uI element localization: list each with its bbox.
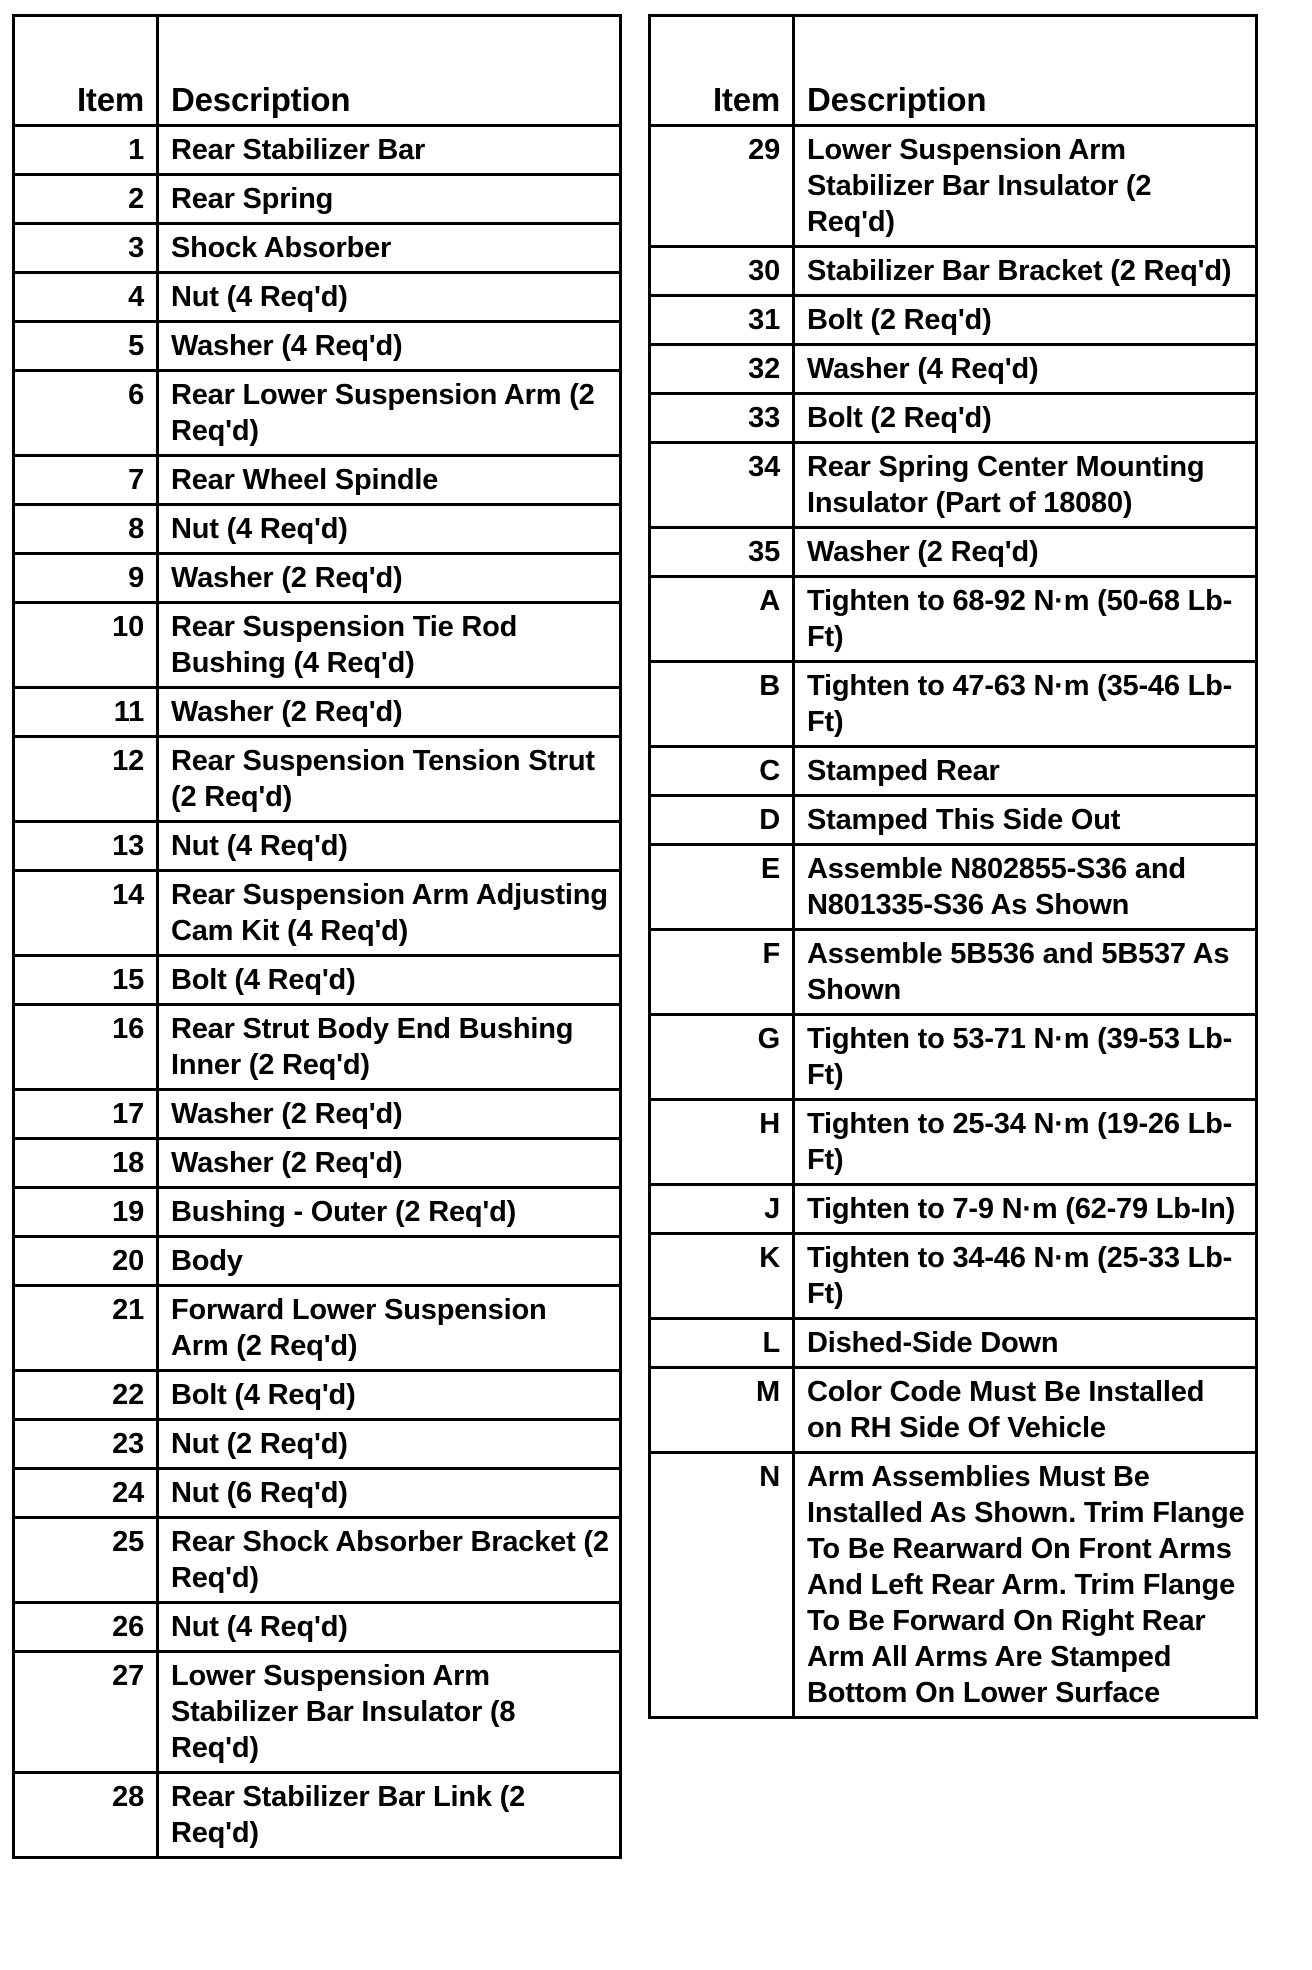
item-number: D (650, 796, 794, 845)
table-row (14, 1652, 621, 1773)
item-number: 32 (650, 345, 794, 394)
item-description: Rear Spring Center Mounting Insulator (Part of 18080) (794, 443, 1257, 528)
item-description: Washer (2 Req'd) (158, 1139, 621, 1188)
item-description: Washer (2 Req'd) (794, 528, 1257, 577)
item-description: Nut (4 Req'd) (158, 822, 621, 871)
item-number: E (650, 845, 794, 930)
header-row (650, 16, 1257, 126)
item-description: Nut (4 Req'd) (158, 273, 621, 322)
item-number: 16 (14, 1005, 158, 1090)
item-description: Nut (4 Req'd) (158, 505, 621, 554)
item-number: 5 (14, 322, 158, 371)
item-number: 8 (14, 505, 158, 554)
item-number: C (650, 747, 794, 796)
table-row (14, 1420, 621, 1469)
table-row (650, 296, 1257, 345)
item-description: Stamped Rear (794, 747, 1257, 796)
table-row (650, 1185, 1257, 1234)
item-description: Washer (2 Req'd) (158, 554, 621, 603)
item-description: Stamped This Side Out (794, 796, 1257, 845)
item-number: 31 (650, 296, 794, 345)
table-row (650, 126, 1257, 247)
table-row (650, 662, 1257, 747)
item-description: Dished-Side Down (794, 1319, 1257, 1368)
item-number: H (650, 1100, 794, 1185)
item-description: Color Code Must Be Installed on RH Side Of Vehicle (794, 1368, 1257, 1453)
item-number: 25 (14, 1518, 158, 1603)
table-row (650, 796, 1257, 845)
item-description: Washer (2 Req'd) (158, 688, 621, 737)
table-row (14, 1139, 621, 1188)
table-row (14, 871, 621, 956)
table-row (14, 603, 621, 688)
item-number: 24 (14, 1469, 158, 1518)
table-row (14, 505, 621, 554)
item-description: Assemble 5B536 and 5B537 As Shown (794, 930, 1257, 1015)
table-row (14, 1469, 621, 1518)
table-row (14, 1237, 621, 1286)
item-number: N (650, 1453, 794, 1718)
table-row (14, 1603, 621, 1652)
item-description: Nut (4 Req'd) (158, 1603, 621, 1652)
table-row (14, 371, 621, 456)
item-description: Stabilizer Bar Bracket (2 Req'd) (794, 247, 1257, 296)
item-number: 26 (14, 1603, 158, 1652)
item-number: 27 (14, 1652, 158, 1773)
item-description: Tighten to 47-63 N·m (35-46 Lb-Ft) (794, 662, 1257, 747)
table-row (650, 845, 1257, 930)
item-number: 2 (14, 175, 158, 224)
table-row (14, 1188, 621, 1237)
item-description: Bolt (4 Req'd) (158, 956, 621, 1005)
item-number: 9 (14, 554, 158, 603)
item-description: Rear Suspension Arm Adjusting Cam Kit (4 Req'd) (158, 871, 621, 956)
table-row (14, 1090, 621, 1139)
description-column-header: Description (794, 16, 1257, 126)
table-row (650, 1015, 1257, 1100)
item-number: 22 (14, 1371, 158, 1420)
item-number: 15 (14, 956, 158, 1005)
item-number: 18 (14, 1139, 158, 1188)
table-row (14, 1371, 621, 1420)
item-number: 30 (650, 247, 794, 296)
table-row (14, 175, 621, 224)
table-row (650, 930, 1257, 1015)
item-description: Tighten to 25-34 N·m (19-26 Lb-Ft) (794, 1100, 1257, 1185)
table-row (650, 1100, 1257, 1185)
table-row (650, 528, 1257, 577)
table-row (14, 554, 621, 603)
table-row (14, 688, 621, 737)
description-column-header: Description (158, 16, 621, 126)
item-description: Bolt (4 Req'd) (158, 1371, 621, 1420)
item-number: 19 (14, 1188, 158, 1237)
parts-table-right (648, 14, 1258, 1719)
item-description: Bolt (2 Req'd) (794, 394, 1257, 443)
item-description: Washer (2 Req'd) (158, 1090, 621, 1139)
table-row (14, 1286, 621, 1371)
item-description: Nut (6 Req'd) (158, 1469, 621, 1518)
item-number: L (650, 1319, 794, 1368)
table-row (650, 247, 1257, 296)
item-number: 11 (14, 688, 158, 737)
item-number: 21 (14, 1286, 158, 1371)
table-row (14, 273, 621, 322)
item-description: Bushing - Outer (2 Req'd) (158, 1188, 621, 1237)
item-description: Rear Lower Suspension Arm (2 Req'd) (158, 371, 621, 456)
item-number: M (650, 1368, 794, 1453)
item-number: 10 (14, 603, 158, 688)
item-number: 17 (14, 1090, 158, 1139)
table-row (14, 956, 621, 1005)
item-column-header: Item (14, 16, 158, 126)
item-number: F (650, 930, 794, 1015)
item-description: Bolt (2 Req'd) (794, 296, 1257, 345)
item-number: 4 (14, 273, 158, 322)
item-description: Washer (4 Req'd) (794, 345, 1257, 394)
parts-table-left (12, 14, 622, 1859)
table-row (650, 577, 1257, 662)
item-number: 34 (650, 443, 794, 528)
item-number: A (650, 577, 794, 662)
item-number: 33 (650, 394, 794, 443)
item-number: 7 (14, 456, 158, 505)
item-number: 12 (14, 737, 158, 822)
item-description: Rear Suspension Tie Rod Bushing (4 Req'd) (158, 603, 621, 688)
table-row (14, 1773, 621, 1858)
item-description: Rear Wheel Spindle (158, 456, 621, 505)
table-row (650, 1234, 1257, 1319)
table-row (14, 1005, 621, 1090)
table-row (650, 443, 1257, 528)
item-number: 29 (650, 126, 794, 247)
header-row (14, 16, 621, 126)
item-number: B (650, 662, 794, 747)
item-description: Lower Suspension Arm Stabilizer Bar Insulator (2 Req'd) (794, 126, 1257, 247)
item-description: Tighten to 68-92 N·m (50-68 Lb-Ft) (794, 577, 1257, 662)
item-number: 1 (14, 126, 158, 175)
item-number: 28 (14, 1773, 158, 1858)
item-number: 6 (14, 371, 158, 456)
item-number: 35 (650, 528, 794, 577)
table-row (650, 1319, 1257, 1368)
item-description: Tighten to 7-9 N·m (62-79 Lb-In) (794, 1185, 1257, 1234)
item-column-header: Item (650, 16, 794, 126)
item-number: 23 (14, 1420, 158, 1469)
table-row (14, 456, 621, 505)
table-row (14, 737, 621, 822)
item-number: 20 (14, 1237, 158, 1286)
table-row (650, 345, 1257, 394)
table-row (650, 747, 1257, 796)
item-description: Rear Strut Body End Bushing Inner (2 Req'd) (158, 1005, 621, 1090)
item-description: Tighten to 34-46 N·m (25-33 Lb-Ft) (794, 1234, 1257, 1319)
table-row (650, 1368, 1257, 1453)
table-row (650, 394, 1257, 443)
item-description: Nut (2 Req'd) (158, 1420, 621, 1469)
item-number: K (650, 1234, 794, 1319)
item-description: Arm Assemblies Must Be Installed As Shown. Trim Flange To Be Rearward On Front Arms And Left Rear Arm. Trim Flange To Be Forward On Right Rear Arm All Arms Are Stamped Bottom On Lower Surface (794, 1453, 1257, 1718)
item-number: G (650, 1015, 794, 1100)
item-number: 3 (14, 224, 158, 273)
table-row (650, 1453, 1257, 1718)
item-description: Forward Lower Suspension Arm (2 Req'd) (158, 1286, 621, 1371)
item-number: 13 (14, 822, 158, 871)
item-description: Rear Suspension Tension Strut (2 Req'd) (158, 737, 621, 822)
item-description: Body (158, 1237, 621, 1286)
item-number: J (650, 1185, 794, 1234)
item-description: Shock Absorber (158, 224, 621, 273)
table-row (14, 322, 621, 371)
item-description: Rear Stabilizer Bar (158, 126, 621, 175)
item-description: Rear Shock Absorber Bracket (2 Req'd) (158, 1518, 621, 1603)
item-description: Assemble N802855-S36 and N801335-S36 As Shown (794, 845, 1257, 930)
table-row (14, 822, 621, 871)
table-row (14, 1518, 621, 1603)
item-description: Washer (4 Req'd) (158, 322, 621, 371)
item-description: Tighten to 53-71 N·m (39-53 Lb-Ft) (794, 1015, 1257, 1100)
item-description: Rear Spring (158, 175, 621, 224)
table-row (14, 224, 621, 273)
item-description: Rear Stabilizer Bar Link (2 Req'd) (158, 1773, 621, 1858)
table-row (14, 126, 621, 175)
item-description: Lower Suspension Arm Stabilizer Bar Insulator (8 Req'd) (158, 1652, 621, 1773)
item-number: 14 (14, 871, 158, 956)
